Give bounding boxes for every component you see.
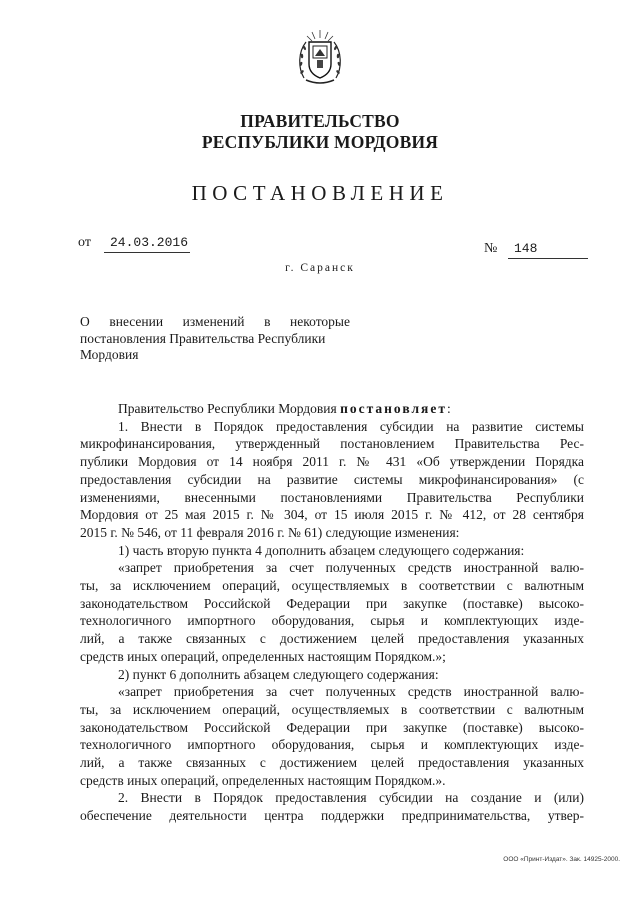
number-prefix: № — [484, 241, 498, 256]
body-line: лий, а также связанных с достижением целей предоставления указанных — [80, 631, 584, 647]
body-line: ты, за исключением операций, осуществляемых в соответствии с валютным — [80, 578, 584, 594]
body-line: технологичного импортного оборудования, сырья и комплектующих изде- — [80, 737, 584, 753]
body-line: 2) пункт 6 дополнить абзацем следующего содержания: — [118, 666, 439, 682]
body-line: 2. Внести в Порядок предоставления субсидии на создание и (или) — [118, 790, 584, 806]
document-number: 148 — [508, 240, 588, 259]
body-line: «запрет приобретения за счет полученных средств иностранной валю- — [118, 560, 584, 576]
body-line: законодательством Российской Федерации при закупке (поставке) высоко- — [80, 595, 584, 611]
subject-line: постановления Правительства Республики — [80, 330, 326, 346]
print-info-footer: ООО «Принт-Издат». Зак. 14925-2000. — [503, 856, 620, 863]
body-line: законодательством Российской Федерации при закупке (поставке) высоко- — [80, 719, 584, 735]
body-line: Мордовия от 25 мая 2015 г. № 304, от 15 июля 2015 г. № 412, от 28 сентября — [80, 507, 584, 523]
body-line: средств иных операций, определенных настоящим Порядком.»; — [80, 648, 446, 664]
body-line: предоставления субсидии на развитие системы микрофинансирования» (с — [80, 471, 584, 487]
date-prefix: от — [78, 235, 91, 250]
intro-text: Правительство Республики Мордовия — [118, 401, 341, 416]
subject-line: О внесении изменений в некоторые — [80, 314, 350, 329]
document-date: 24.03.2016 — [104, 234, 190, 253]
body-line: «запрет приобретения за счет полученных средств иностранной валю- — [118, 684, 584, 700]
body-line: изменениями, внесенными постановлениями Правительства Республики — [80, 489, 584, 505]
body-line: публики Мордовия от 14 ноября 2011 г. № 431 «Об утверждении Порядка — [80, 454, 584, 470]
body-line: 1) часть вторую пункта 4 дополнить абзацем следующего содержания: — [118, 542, 525, 558]
intro-colon: : — [446, 401, 451, 416]
document-subject — [80, 314, 350, 364]
intro-line — [80, 400, 584, 418]
subject-line: Мордовия — [80, 347, 139, 362]
city-name: г. Саранск — [285, 262, 355, 274]
body-line: ты, за исключением операций, осуществляемых в соответствии с валютным — [80, 701, 584, 717]
government-title-line1: ПРАВИТЕЛЬСТВО — [240, 111, 400, 131]
body-line: лий, а также связанных с достижением целей предоставления указанных — [80, 755, 584, 771]
government-title-line2: РЕСПУБЛИКИ МОРДОВИЯ — [201, 132, 439, 152]
coat-of-arms-emblem — [296, 28, 344, 88]
body-line: обеспечение деятельности центра поддержки предпринимательства, утвер- — [80, 808, 584, 824]
body-line: средств иных операций, определенных настоящим Порядком.». — [80, 772, 446, 788]
body-line: технологичного импортного оборудования, сырья и комплектующих изде- — [80, 613, 584, 629]
body-line: 1. Внести в Порядок предоставления субсидии на развитие системы — [118, 418, 584, 434]
document-type-title: ПОСТАНОВЛЕНИЕ — [191, 181, 449, 205]
document-body — [80, 400, 584, 825]
intro-spaced-word: постановляет — [340, 401, 447, 416]
body-line: микрофинансирования, утвержденный постановлением Правительства Рес- — [80, 436, 584, 452]
body-line: 2015 г. № 546, от 11 февраля 2016 г. № 61) следующие изменения: — [80, 524, 460, 540]
